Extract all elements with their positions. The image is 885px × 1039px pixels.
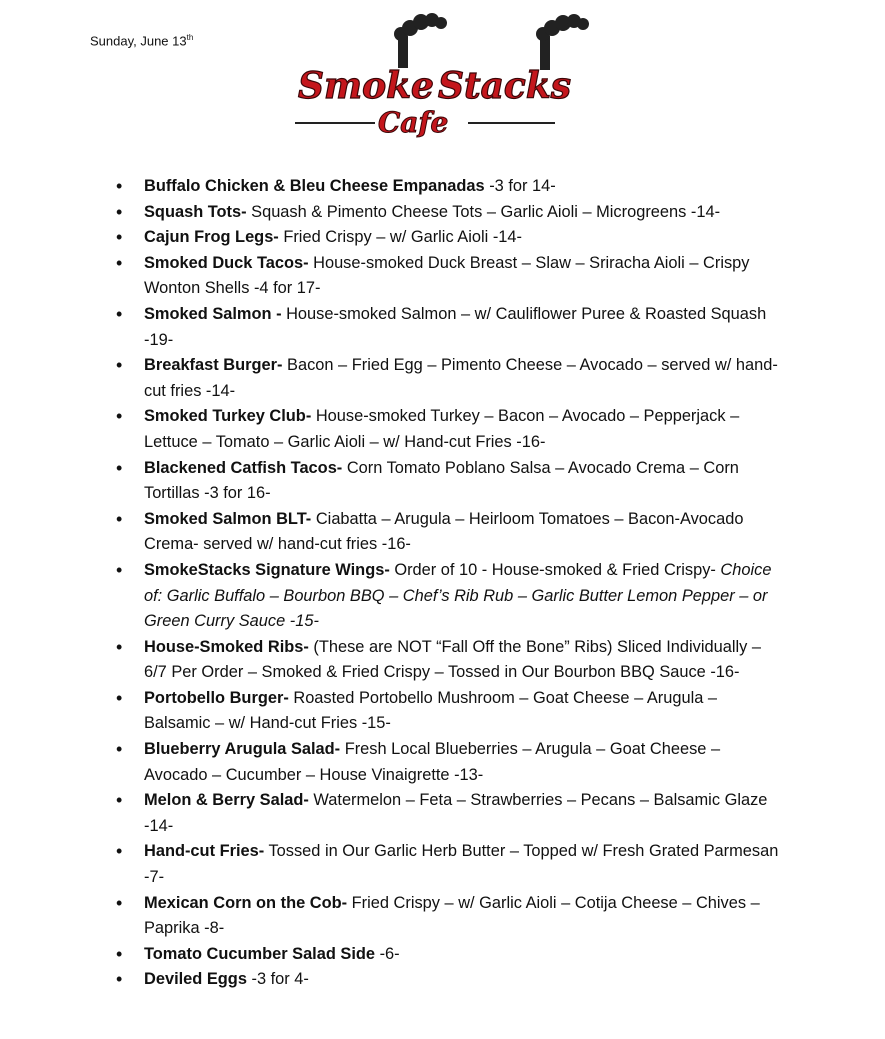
logo-word-cafe: Cafe: [378, 106, 449, 138]
menu-item: • Breakfast Burger- Bacon – Fried Egg – Pimento Cheese – Avocado – served w/ hand-cut fries -14-: [120, 353, 780, 404]
menu-item: • House-Smoked Ribs- (These are NOT “Fall Off the Bone” Ribs) Sliced Individually – 6/7 Per Order – Smoked & Fried Crispy – Tossed in Our Bourbon BBQ Sauce -16-: [120, 635, 780, 686]
menu-item: • Tomato Cucumber Salad Side -6-: [120, 942, 780, 968]
smokestack-left-icon: [394, 13, 447, 68]
menu-item: • Smoked Salmon - House-smoked Salmon – w/ Cauliflower Puree & Roasted Squash -19-: [120, 302, 780, 353]
smokestack-right-icon: [536, 14, 589, 70]
menu-item: • Portobello Burger- Roasted Portobello Mushroom – Goat Cheese – Arugula – Balsamic – w/ Hand-cut Fries -15-: [120, 686, 780, 737]
menu-item: • Squash Tots- Squash & Pimento Cheese Tots – Garlic Aioli – Microgreens -14-: [120, 200, 780, 226]
menu-list: [120, 174, 780, 993]
menu-date: Sunday, June 13th: [90, 33, 194, 49]
menu-item: • SmokeStacks Signature Wings- Order of 10 - House-smoked & Fried Crispy- Choice of: Garlic Buffalo – Bourbon BBQ – Chef’s Rib Rub – Garlic Butter Lemon Pepper – or Green Curry Sauce -15-: [120, 558, 780, 635]
menu-item: • Melon & Berry Salad- Watermelon – Feta – Strawberries – Pecans – Balsamic Glaze -14-: [120, 788, 780, 839]
svg-text:SmokeStacks: [298, 65, 571, 107]
logo-word-stacks: Stacks: [437, 65, 572, 107]
menu-item: • Smoked Salmon BLT- Ciabatta – Arugula – Heirloom Tomatoes – Bacon-Avocado Crema- served w/ hand-cut fries -16-: [120, 507, 780, 558]
menu-item: • Mexican Corn on the Cob- Fried Crispy – w/ Garlic Aioli – Cotija Cheese – Chives – Paprika -8-: [120, 891, 780, 942]
smokestacks-cafe-logo: [290, 8, 590, 138]
menu-item: • Smoked Turkey Club- House-smoked Turkey – Bacon – Avocado – Pepperjack – Lettuce – Tomato – Garlic Aioli – w/ Hand-cut Fries -16-: [120, 404, 780, 455]
logo-word-smoke: Smoke: [298, 65, 434, 107]
menu-item: • Deviled Eggs -3 for 4-: [120, 967, 780, 993]
menu-item: • Smoked Duck Tacos- House-smoked Duck Breast – Slaw – Sriracha Aioli – Crispy Wonton Shells -4 for 17-: [120, 251, 780, 302]
menu-item: • Buffalo Chicken & Bleu Cheese Empanadas -3 for 14-: [120, 174, 780, 200]
menu-item: • Blackened Catfish Tacos- Corn Tomato Poblano Salsa – Avocado Crema – Corn Tortillas -3 for 16-: [120, 456, 780, 507]
menu-item: • Hand-cut Fries- Tossed in Our Garlic Herb Butter – Topped w/ Fresh Grated Parmesan -7-: [120, 839, 780, 890]
menu-item: • Blueberry Arugula Salad- Fresh Local Blueberries – Arugula – Goat Cheese – Avocado – Cucumber – House Vinaigrette -13-: [120, 737, 780, 788]
menu-item: • Cajun Frog Legs- Fried Crispy – w/ Garlic Aioli -14-: [120, 225, 780, 251]
